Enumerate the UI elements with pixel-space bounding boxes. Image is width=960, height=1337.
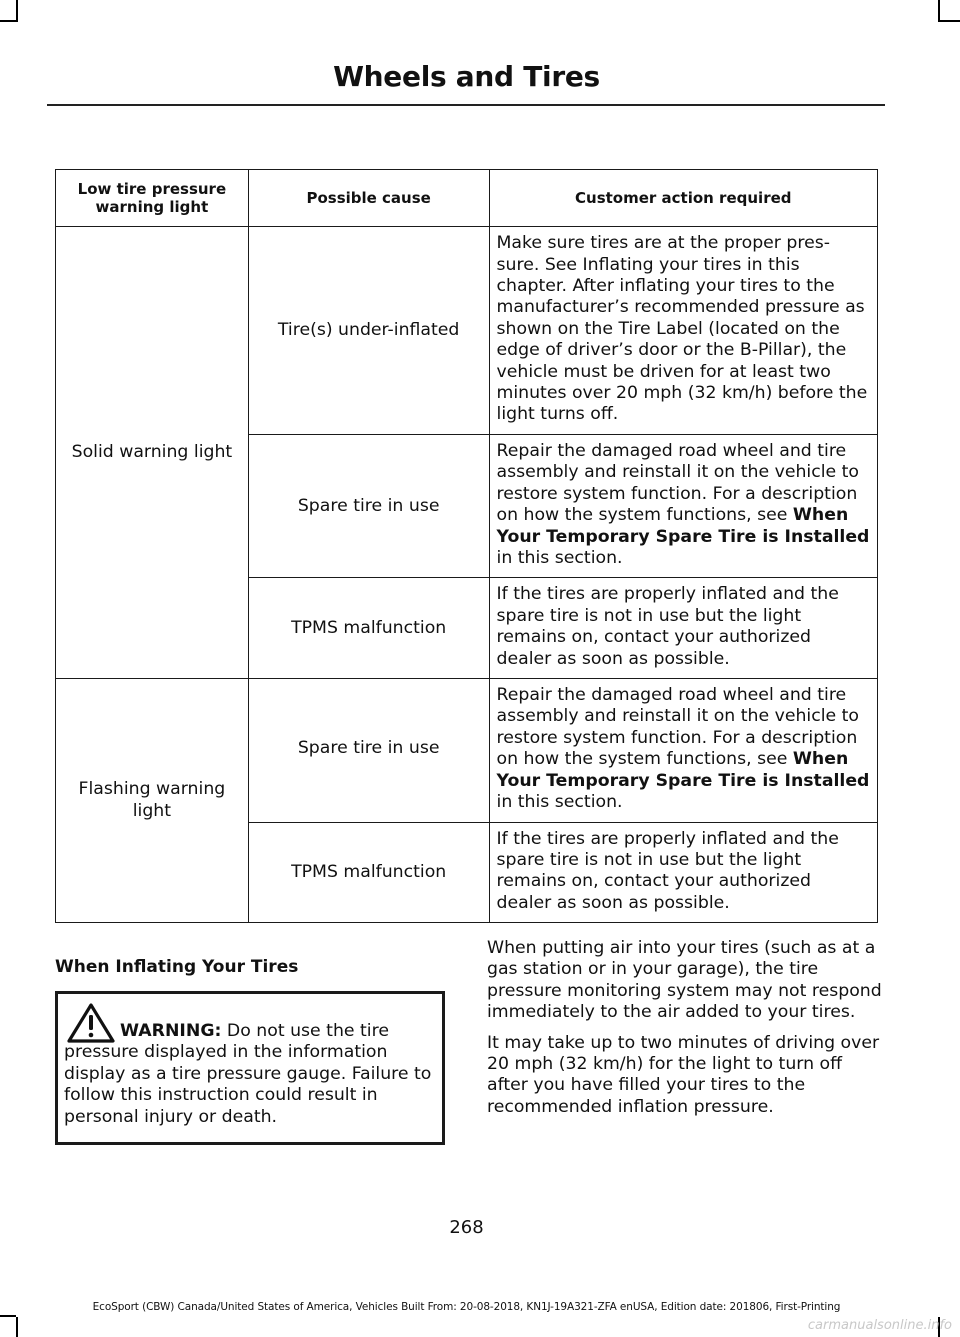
- tpms-warning-table: [55, 169, 878, 923]
- action-text: Repair the damaged road wheel and tire assembly and reinstall it on the vehicle to restore system function. For a description on how the system functions, see: [496, 441, 859, 526]
- page-number: 268: [449, 1217, 484, 1238]
- warning-text: [64, 1021, 436, 1128]
- watermark: carmanualsonline.info: [807, 1318, 952, 1333]
- cause-cell: TPMS malfunction: [248, 578, 489, 679]
- crop-mark: [16, 0, 18, 22]
- crop-mark: [940, 20, 960, 22]
- right-column: [487, 938, 882, 1127]
- section-heading: When Inflating Your Tires: [55, 957, 299, 977]
- cross-reference: When Your Temporary Spare Tire is Installed: [496, 749, 870, 791]
- table-header-row: [56, 170, 878, 227]
- column-header: Low tire pressure warning light: [56, 170, 249, 227]
- warning-light-cell: Solid warning light: [56, 227, 249, 679]
- column-header: Customer action required: [489, 170, 877, 227]
- cause-cell: TPMS malfunction: [248, 822, 489, 923]
- action-cell: [489, 679, 877, 822]
- edition-footer: EcoSport (CBW) Canada/United States of America, Vehicles Built From: 20-08-2018, KN1J-19A321-ZFA enUSA, Edition date: 201806, First-Printing: [92, 1301, 841, 1313]
- column-header: Possible cause: [248, 170, 489, 227]
- warning-label: WARNING:: [120, 1021, 222, 1041]
- crop-mark: [0, 1315, 16, 1317]
- cause-cell: Tire(s) under-inflated: [248, 227, 489, 435]
- warning-light-cell: Flashing warning light: [56, 679, 249, 923]
- crop-mark: [16, 1317, 18, 1337]
- cause-cell: Spare tire in use: [248, 679, 489, 822]
- action-text: in this section.: [496, 548, 623, 569]
- action-cell: If the tires are properly inflated and the spare tire is not in use but the light remains on, contact your authorized dealer as soon as possible.: [489, 578, 877, 679]
- cause-cell: Spare tire in use: [248, 435, 489, 578]
- action-text: Repair the damaged road wheel and tire assembly and reinstall it on the vehicle to restore system function. For a description on how the system functions, see: [496, 685, 859, 770]
- warning-box: [55, 991, 445, 1145]
- action-text: in this section.: [496, 792, 623, 813]
- table-row: [56, 679, 878, 822]
- action-cell: Make sure tires are at the proper pres-sure. See Inflating your tires in this chapter. After inflating your tires to the manufacturer’s recommended pressure as shown on the Tire Label (located on the edge of driver’s door or the B-Pillar), the vehicle must be driven for at least two minutes over 20 mph (32 km/h) before the light turns off.: [489, 227, 877, 435]
- crop-mark: [0, 20, 16, 22]
- crop-mark: [938, 0, 940, 22]
- paragraph: When putting air into your tires (such as at a gas station or in your garage), the tire pressure monitoring system may not respond immediately to the air added to your tires.: [487, 938, 882, 1023]
- action-cell: [489, 435, 877, 578]
- cross-reference: When Your Temporary Spare Tire is Installed: [496, 505, 870, 547]
- table-row: [56, 227, 878, 435]
- action-cell: If the tires are properly inflated and the spare tire is not in use but the light remains on, contact your authorized dealer as soon as possible.: [489, 822, 877, 923]
- title-divider: [47, 104, 885, 106]
- paragraph: It may take up to two minutes of driving over 20 mph (32 km/h) for the light to turn off after you have filled your tires to the recommended inflation pressure.: [487, 1032, 880, 1117]
- page-title: Wheels and Tires: [333, 60, 600, 93]
- warning-body: Do not use the tire pressure displayed in the information display as a tire pressure gauge. Failure to follow this instruction could result in personal injury or death.: [64, 1021, 432, 1127]
